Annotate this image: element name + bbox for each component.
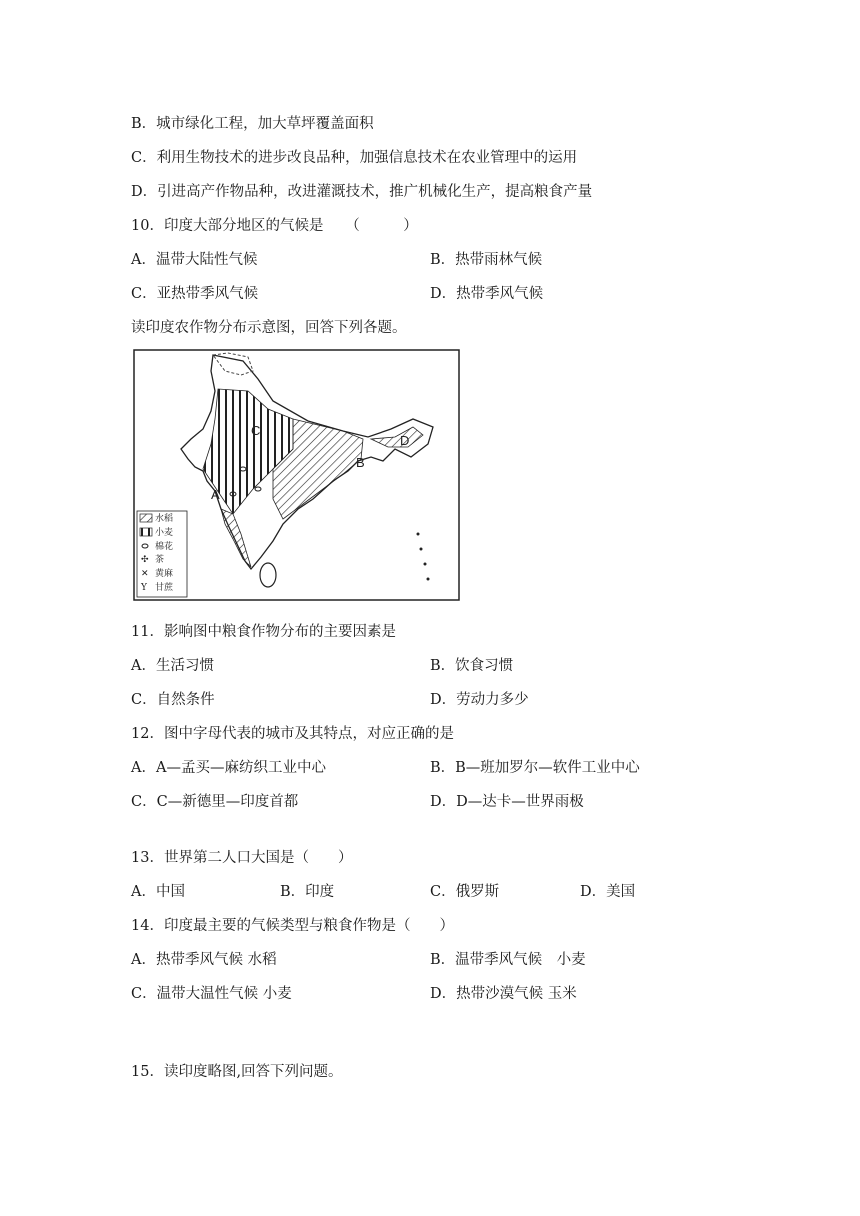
legend-tea-icon: ✣ xyxy=(141,555,149,565)
q13-option-d: D．美国 xyxy=(580,884,636,900)
island-dot xyxy=(424,563,427,566)
q13-option-c: C．俄罗斯 xyxy=(430,884,500,900)
q15-stem: 15．读印度略图,回答下列问题。 xyxy=(131,1064,343,1080)
q9-option-d: D．引进高产作物品种，改进灌溉技术，推广机械化生产，提高粮食产量 xyxy=(131,184,593,200)
q11-option-c: C．自然条件 xyxy=(131,692,215,708)
q9-option-c: C．利用生物技术的进步改良品种，加强信息技术在农业管理中的运用 xyxy=(131,150,578,166)
map-label-c: C xyxy=(251,423,261,438)
legend-sugarcane: 甘蔗 xyxy=(155,583,174,593)
q10-option-a: A．温带大陆性气候 xyxy=(131,252,258,268)
q14-option-b: B．温带季风气候 小麦 xyxy=(430,952,586,968)
q10-option-c: C．亚热带季风气候 xyxy=(131,286,259,302)
island-dot xyxy=(417,533,420,536)
map-legend xyxy=(137,511,187,597)
q14-option-a: A．热带季风气候 水稻 xyxy=(131,952,277,968)
legend-wheat: 小麦 xyxy=(155,528,174,538)
q11-stem: 11．影响图中粮食作物分布的主要因素是 xyxy=(131,624,396,640)
q13-option-b: B．印度 xyxy=(280,884,335,900)
island-dot xyxy=(427,578,430,581)
legend-tea: 茶 xyxy=(155,555,165,565)
legend-jute: 黄麻 xyxy=(155,569,174,579)
island-dot xyxy=(420,548,423,551)
q9-option-b: B．城市绿化工程，加大草坪覆盖面积 xyxy=(131,116,374,132)
q10-option-b: B．热带雨林气候 xyxy=(430,252,543,268)
map-label-b: B xyxy=(356,455,365,470)
q14-option-d: D．热带沙漠气候 玉米 xyxy=(430,986,577,1002)
q14-option-c: C．温带大温性气候 小麦 xyxy=(131,986,292,1002)
q11-option-a: A．生活习惯 xyxy=(131,658,214,674)
map-label-a: A xyxy=(211,487,220,502)
india-crop-map xyxy=(133,349,460,601)
legend-rice: 水稻 xyxy=(155,514,174,524)
legend-wheat-swatch xyxy=(140,528,152,536)
sri-lanka xyxy=(260,563,276,587)
legend-rice-swatch xyxy=(140,514,152,522)
map-intro: 读印度农作物分布示意图，回答下列各题。 xyxy=(131,320,407,336)
q13-option-a: A．中国 xyxy=(131,884,185,900)
q10-option-d: D．热带季风气候 xyxy=(430,286,544,302)
map-label-d: D xyxy=(400,433,410,448)
q12-stem: 12．图中字母代表的城市及其特点，对应正确的是 xyxy=(131,726,454,742)
q10-stem: 10．印度大部分地区的气候是 （ ） xyxy=(131,218,418,234)
legend-cotton: 棉花 xyxy=(155,542,174,552)
legend-sugarcane-icon: Y xyxy=(141,583,147,593)
q14-stem: 14．印度最主要的气候类型与粮食作物是（ ） xyxy=(131,918,454,934)
q11-option-b: B．饮食习惯 xyxy=(430,658,514,674)
q12-option-b: B．B—班加罗尔—软件工业中心 xyxy=(430,760,640,776)
q12-option-d: D．D—达卡—世界雨极 xyxy=(430,794,584,810)
q12-option-a: A．A—孟买—麻纺织工业中心 xyxy=(131,760,326,776)
q13-stem: 13．世界第二人口大国是（ ） xyxy=(131,850,353,866)
legend-jute-icon: ✕ xyxy=(141,569,149,579)
q11-option-d: D．劳动力多少 xyxy=(430,692,529,708)
q12-option-c: C．C—新德里—印度首都 xyxy=(131,794,299,810)
